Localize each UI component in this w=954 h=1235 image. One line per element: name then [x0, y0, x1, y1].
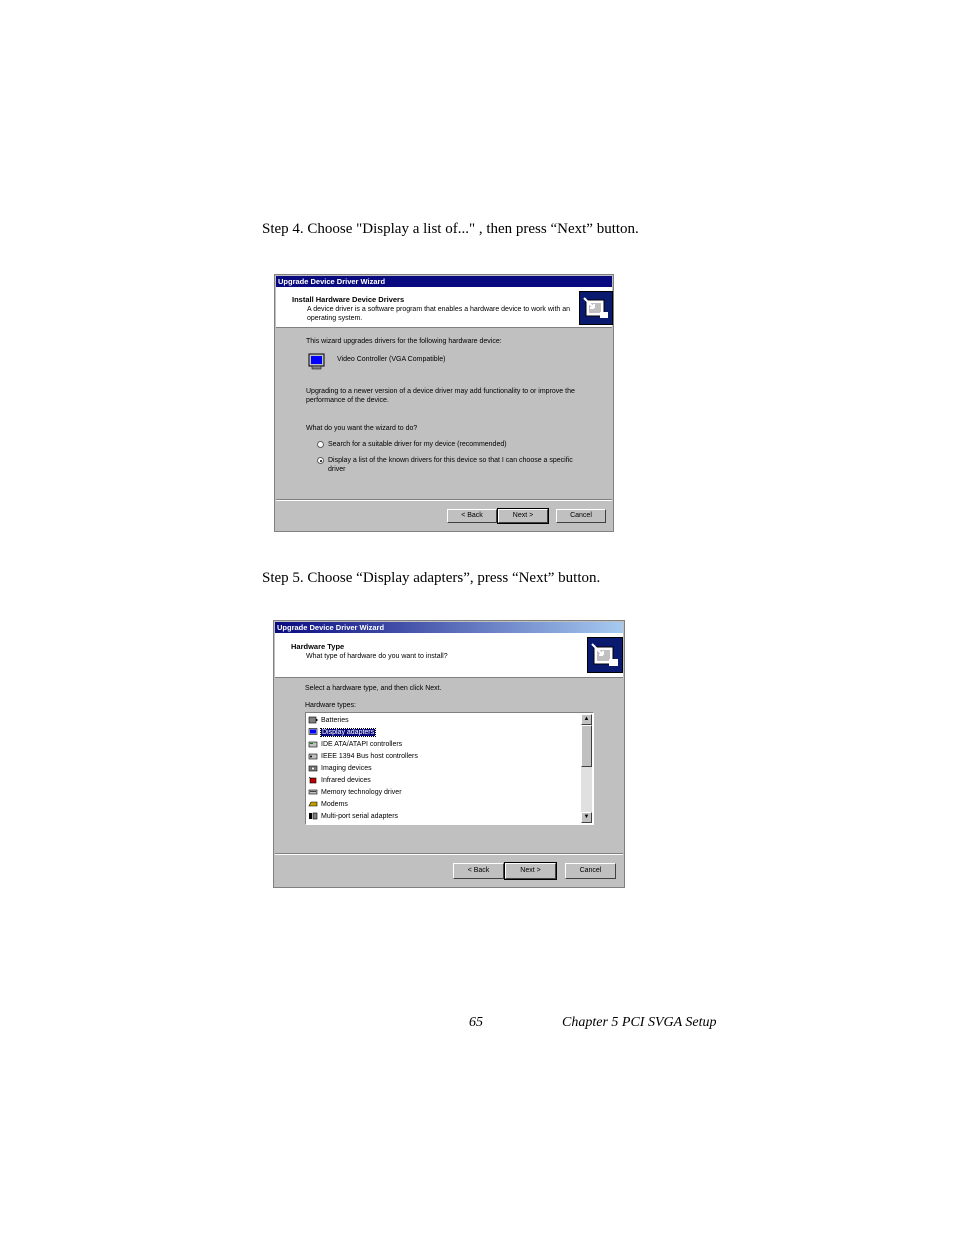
- back-button[interactable]: < Back: [453, 863, 504, 879]
- dialog-titlebar: Upgrade Device Driver Wizard: [275, 622, 623, 633]
- scroll-up-icon[interactable]: ▲: [581, 714, 592, 725]
- search-driver-label[interactable]: Search for a suitable driver for my device (recommended): [328, 441, 507, 448]
- list-item[interactable]: IDE ATA/ATAPI controllers: [308, 738, 402, 750]
- camera-icon: [308, 764, 318, 772]
- ide-controller-icon: [308, 740, 318, 748]
- scroll-thumb[interactable]: [581, 725, 592, 767]
- upgrade-note: Upgrading to a newer version of a device driver may add functionality to or improve the performance of the device.: [306, 388, 575, 404]
- step5-text: Step 5. Choose “Display adapters”, press “Next” button.: [262, 570, 601, 586]
- hardware-types-label: Hardware types:: [305, 702, 356, 709]
- hardware-types-list[interactable]: [305, 712, 594, 825]
- dialog-header: [276, 287, 612, 328]
- list-item[interactable]: Display adapters: [308, 726, 375, 738]
- header-description: What type of hardware do you want to install?: [306, 653, 448, 660]
- instruction-text: Select a hardware type, and then click Next.: [305, 685, 442, 692]
- display-list-label[interactable]: Display a list of the known drivers for this device so that I can choose a specific driver: [328, 457, 573, 473]
- back-button[interactable]: < Back: [447, 509, 497, 523]
- dialog-header: [275, 633, 623, 678]
- header-title: Hardware Type: [291, 642, 345, 651]
- header-description: A device driver is a software program that enables a hardware device to work with an operating system.: [307, 306, 571, 322]
- install-drivers-dialog: [274, 274, 614, 532]
- next-button[interactable]: Next >: [498, 509, 548, 523]
- step4-text: Step 4. Choose "Display a list of..." , then press “Next” button.: [262, 221, 639, 237]
- monitor-icon: [308, 353, 325, 370]
- list-item[interactable]: Imaging devices: [308, 762, 372, 774]
- search-driver-radio[interactable]: [317, 441, 324, 448]
- list-item[interactable]: Batteries: [308, 714, 349, 726]
- battery-icon: [308, 716, 318, 724]
- list-item[interactable]: Multi-port serial adapters: [308, 810, 398, 822]
- list-item[interactable]: IEEE 1394 Bus host controllers: [308, 750, 418, 762]
- ieee1394-icon: [308, 752, 318, 760]
- serial-adapter-icon: [308, 812, 318, 820]
- display-list-radio[interactable]: [317, 457, 324, 464]
- button-separator: [276, 499, 612, 501]
- wizard-question: What do you want the wizard to do?: [306, 425, 418, 432]
- memory-icon: [308, 788, 318, 796]
- intro-text: This wizard upgrades drivers for the following hardware device:: [306, 338, 502, 345]
- infrared-icon: [308, 776, 318, 784]
- dialog-titlebar: Upgrade Device Driver Wizard: [276, 276, 612, 287]
- hardware-type-dialog: [273, 620, 625, 888]
- list-item[interactable]: Modems: [308, 798, 348, 810]
- list-item[interactable]: Infrared devices: [308, 774, 371, 786]
- button-separator: [275, 853, 623, 855]
- wizard-hardware-icon: [587, 637, 623, 673]
- next-button[interactable]: Next >: [505, 863, 556, 879]
- list-item[interactable]: Memory technology driver: [308, 786, 402, 798]
- page-number: 65: [469, 1015, 483, 1030]
- modem-icon: [308, 800, 318, 808]
- wizard-hardware-icon: [579, 291, 613, 325]
- device-name: Video Controller (VGA Compatible): [337, 356, 446, 363]
- list-scrollbar[interactable]: [581, 714, 592, 823]
- monitor-icon: [308, 728, 318, 736]
- scroll-down-icon[interactable]: ▼: [581, 812, 592, 823]
- cancel-button[interactable]: Cancel: [565, 863, 616, 879]
- cancel-button[interactable]: Cancel: [556, 509, 606, 523]
- chapter-title: Chapter 5 PCI SVGA Setup: [562, 1015, 717, 1030]
- header-title: Install Hardware Device Drivers: [292, 295, 405, 304]
